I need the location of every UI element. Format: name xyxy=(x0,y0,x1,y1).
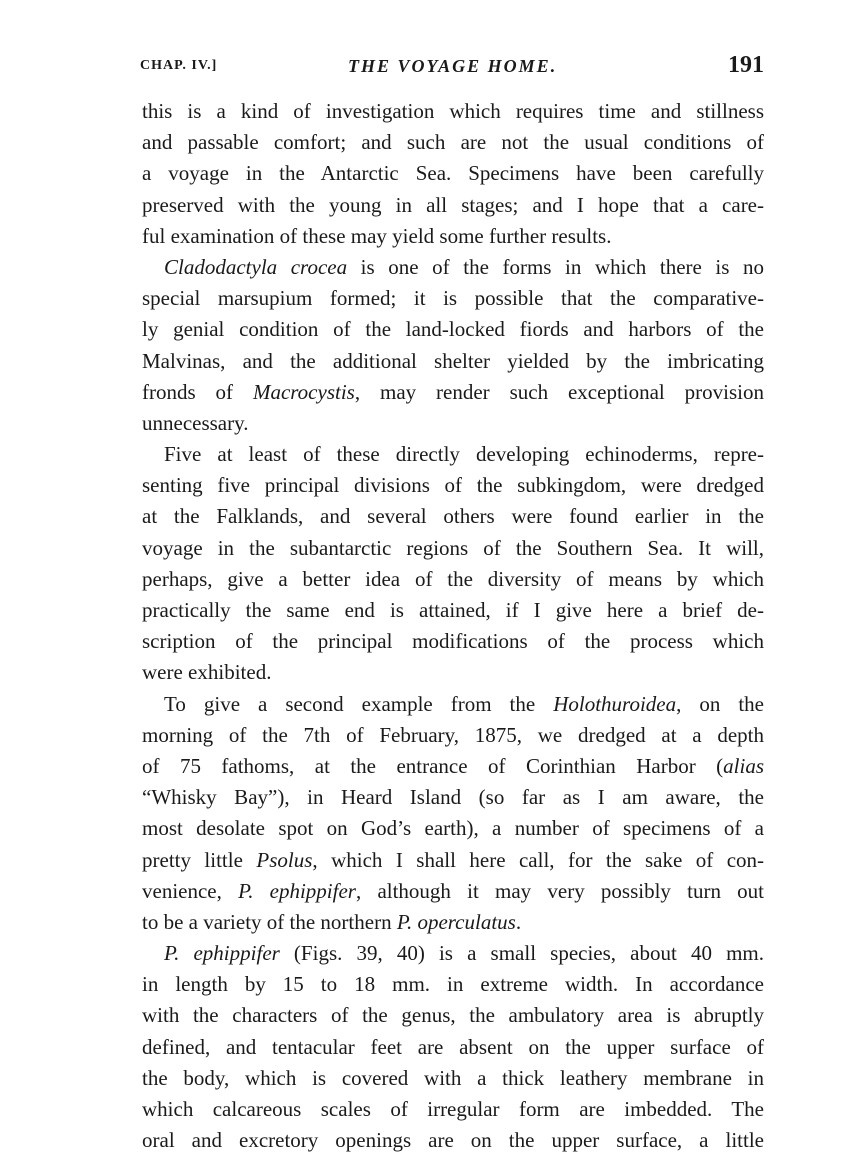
text-line: were exhibited. xyxy=(142,660,272,685)
text-line: morning of the 7th of February, 1875, we dredged at a depth xyxy=(142,722,764,747)
paragraph xyxy=(142,938,764,1156)
body-text xyxy=(142,96,764,1156)
text-line: a voyage in the Antarctic Sea. Specimens have been carefully xyxy=(142,161,764,186)
text-line: most desolate spot on God’s earth), a number of specimens of a xyxy=(142,816,764,841)
text-line: unnecessary. xyxy=(142,410,249,435)
species-name: P. operculatus xyxy=(396,909,516,934)
text-line: special marsupium formed; it is possible that the comparative- xyxy=(142,286,764,311)
text-line: defined, and tentacular feet are absent on the upper surface of xyxy=(142,1034,764,1059)
text-line: senting five principal divisions of the subkingdom, were dredged xyxy=(142,473,764,498)
text-line xyxy=(142,907,764,938)
text-line: and passable comfort; and such are not the usual conditions of xyxy=(142,130,764,155)
text-run: , on the xyxy=(676,691,765,716)
text-run: (Figs. 39, 40) is a small species, about 40 mm. xyxy=(279,941,764,966)
paragraph xyxy=(142,96,764,252)
running-title: THE VOYAGE HOME. xyxy=(348,56,558,76)
text-line xyxy=(142,252,764,283)
text-run: . xyxy=(515,909,522,934)
text-line: ly genial condition of the land-locked fiords and harbors of the xyxy=(142,317,764,342)
page-number: 191 xyxy=(728,52,764,78)
text-line: with the characters of the genus, the ambulatory area is abruptly xyxy=(142,1003,764,1028)
paragraph xyxy=(142,252,764,439)
text-run: fronds of xyxy=(142,379,253,404)
text-line: perhaps, give a better idea of the diversity of means by which xyxy=(142,566,764,591)
text-run: , may render such exceptional provision xyxy=(354,379,765,404)
chapter-label: CHAP. IV.] xyxy=(140,58,218,73)
text-line: which calcareous scales of irregular form are imbedded. The xyxy=(142,1097,764,1121)
text-line xyxy=(142,377,764,408)
running-head xyxy=(140,50,768,86)
text-line: scription of the principal modifications of the process which xyxy=(142,629,764,654)
species-name: Cladodactyla crocea xyxy=(164,254,348,279)
text-line xyxy=(142,689,764,720)
species-name: Macrocystis xyxy=(252,379,355,404)
text-run: venience, xyxy=(142,878,239,903)
text-run: of 75 fathoms, at the entrance of Corinthian Harbor ( xyxy=(142,753,724,778)
text-line xyxy=(142,876,764,907)
text-run: , which I shall here call, for the sake of con- xyxy=(312,847,765,872)
species-name: P. ephippifer xyxy=(164,941,280,966)
species-name: Psolus xyxy=(256,847,313,872)
text-line: “Whisky Bay”), in Heard Island (so far as I am aware, the xyxy=(142,785,764,810)
text-run: pretty little xyxy=(142,847,257,872)
text-line: at the Falklands, and several others were found earlier in the xyxy=(142,504,764,529)
paragraph xyxy=(142,689,764,939)
text-run: , although it may very possibly turn out xyxy=(355,878,764,903)
text-line: in length by 15 to 18 mm. in extreme width. In accordance xyxy=(142,972,764,997)
text-line: Malvinas, and the additional shelter yielded by the imbricating xyxy=(142,348,764,373)
text-line: oral and excretory openings are on the upper surface, a little xyxy=(142,1128,764,1153)
text-line xyxy=(142,751,764,782)
text-line: voyage in the subantarctic regions of the Southern Sea. It will, xyxy=(142,535,764,560)
text-line: this is a kind of investigation which requires time and stillness xyxy=(142,99,764,123)
text-line xyxy=(142,938,764,969)
taxon-name: Holothuroidea xyxy=(553,691,677,716)
text-line: Five at least of these directly developing echinoderms, repre- xyxy=(164,442,764,467)
text-run: To give a second example from the xyxy=(164,691,554,716)
text-line: the body, which is covered with a thick leathery membrane in xyxy=(142,1065,764,1090)
text-run: is one of the forms in which there is no xyxy=(347,254,764,279)
species-name: P. ephippifer xyxy=(238,878,356,903)
text-line: preserved with the young in all stages; and I hope that a care- xyxy=(142,192,764,217)
text-line: ful examination of these may yield some further results. xyxy=(142,223,612,248)
emphasis-text: alias xyxy=(723,753,764,778)
paragraph xyxy=(142,439,764,689)
text-line: practically the same end is attained, if I give here a brief de- xyxy=(142,598,764,622)
text-run: to be a variety of the northern xyxy=(142,909,397,934)
text-line xyxy=(142,845,764,876)
